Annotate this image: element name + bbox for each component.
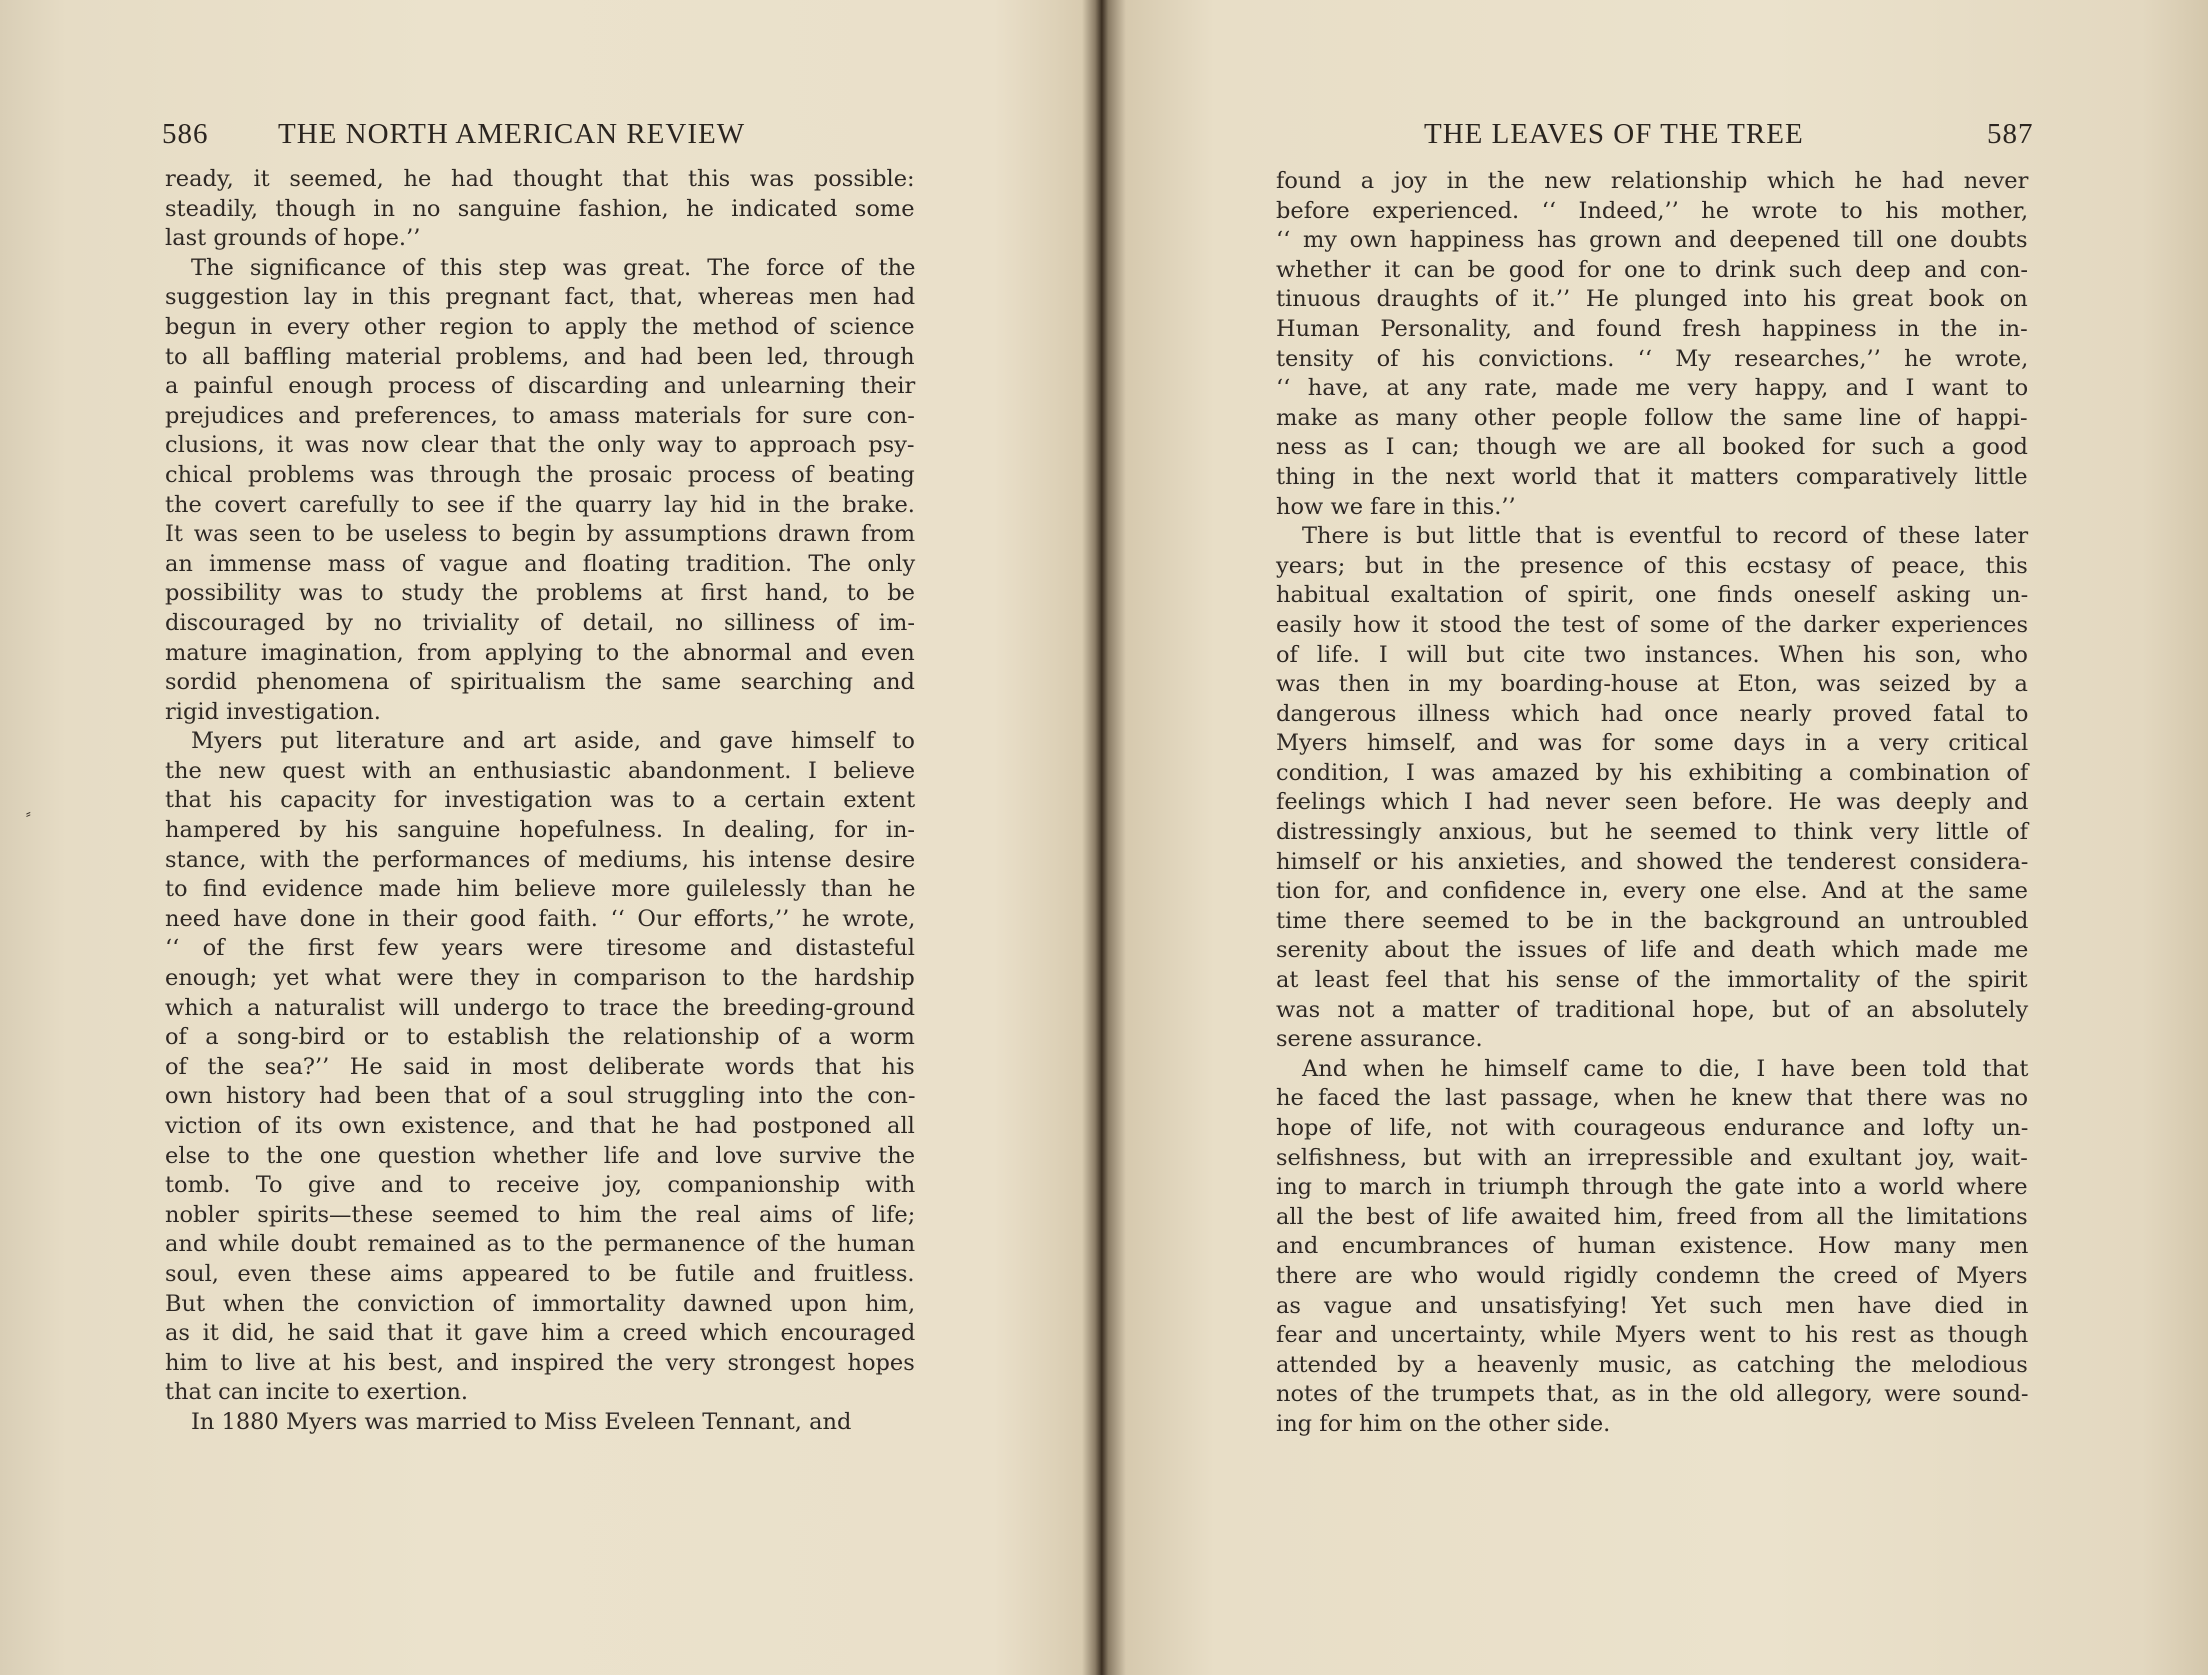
text-line: the covert carefully to see if the quarry lay hid in the brake. xyxy=(165,491,915,518)
text-line: himself or his anxieties, and showed the tenderest considera- xyxy=(1276,848,2029,875)
text-line: hampered by his sanguine hopefulness. In dealing, for in- xyxy=(165,817,916,844)
text-line: whether it can be good for one to drink such deep and con- xyxy=(1276,256,2029,283)
text-line: ‘‘ my own happiness has grown and deepened till one doubts xyxy=(1276,227,2028,254)
text-line: There is but little that is eventful to record of these later xyxy=(1302,523,2029,550)
text-line: ‘‘ of the first few years were tiresome and distasteful xyxy=(165,935,915,962)
margin-mark: ⸗ xyxy=(26,806,31,822)
text-line: he faced the last passage, when he knew that there was no xyxy=(1276,1085,2029,1112)
text-line: clusions, it was now clear that the only way to approach psy- xyxy=(165,432,915,459)
text-line: It was seen to be useless to begin by assumptions drawn from xyxy=(165,521,916,548)
text-line: a painful enough process of discarding and unlearning their xyxy=(165,373,916,400)
text-line: dangerous illness which had once nearly proved fatal to xyxy=(1276,700,2029,727)
text-line: suggestion lay in this pregnant fact, that, whereas men had xyxy=(165,284,916,311)
text-line: to find evidence made him believe more guilelessly than he xyxy=(165,876,916,903)
text-line: feelings which I had never seen before. He was deeply and xyxy=(1276,789,2029,816)
text-line: mature imagination, from applying to the abnormal and even xyxy=(165,639,915,666)
text-line: discouraged by no triviality of detail, no silliness of im- xyxy=(165,609,915,636)
text-line: found a joy in the new relationship which he had never xyxy=(1276,168,2029,194)
text-line: serene assurance. xyxy=(1276,1026,1483,1053)
text-line: tinuous draughts of it.’’ He plunged into his great book on xyxy=(1276,286,2028,313)
text-line: possibility was to study the problems at first hand, to be xyxy=(165,580,915,607)
text-line: that his capacity for investigation was to a certain extent xyxy=(165,787,916,814)
text-line: there are who would rigidly condemn the creed of Myers xyxy=(1276,1262,2028,1289)
text-line: as vague and unsatisfying! Yet such men have died in xyxy=(1276,1292,2029,1319)
text-line: Myers put literature and art aside, and gave himself to xyxy=(191,728,915,755)
text-line: distressingly anxious, but he seemed to think very little of xyxy=(1276,819,2029,846)
text-line: years; but in the presence of this ecstasy of peace, this xyxy=(1276,552,2028,579)
text-line: chical problems was through the prosaic process of beating xyxy=(165,461,915,488)
text-line: all the best of life awaited him, freed from all the limitations xyxy=(1276,1203,2028,1230)
text-line: ness as I can; though we are all booked for such a good xyxy=(1276,434,2028,461)
page-number: 586 xyxy=(162,118,209,150)
text-line: easily how it stood the test of some of the darker experiences xyxy=(1276,611,2029,638)
text-line: selfishness, but with an irrepressible and exultant joy, wait- xyxy=(1276,1144,2028,1171)
text-line: In 1880 Myers was married to Miss Eveleen Tennant, and xyxy=(191,1408,852,1435)
text-line: serenity about the issues of life and death which made me xyxy=(1276,937,2029,964)
text-line: and encumbrances of human existence. How many men xyxy=(1276,1233,2029,1260)
text-line: And when he himself came to die, I have been told that xyxy=(1302,1055,2029,1082)
text-line: need have done in their good faith. ‘‘ Our efforts,’’ he wrote, xyxy=(165,905,916,932)
text-line: at least feel that his sense of the immortality of the spirit xyxy=(1276,967,2028,994)
text-line: notes of the trumpets that, as in the old allegory, were sound- xyxy=(1276,1381,2029,1408)
page-number: 587 xyxy=(1987,118,2034,150)
text-line: Human Personality, and found fresh happiness in the in- xyxy=(1276,315,2028,342)
text-line: how we fare in this.’’ xyxy=(1276,493,1516,520)
text-line: begun in every other region to apply the method of science xyxy=(165,313,915,340)
body-text xyxy=(1276,167,2028,1440)
text-line: which a naturalist will undergo to trace the breeding-ground xyxy=(165,994,916,1021)
running-head: THE NORTH AMERICAN REVIEW xyxy=(278,118,746,150)
text-line: an immense mass of vague and floating tradition. The only xyxy=(165,550,916,577)
text-line: was then in my boarding-house at Eton, was seized by a xyxy=(1276,671,2028,698)
right-page xyxy=(1104,0,2208,1675)
left-page xyxy=(0,0,1100,1675)
text-line: Myers himself, and was for some days in a very critical xyxy=(1276,730,2029,757)
text-line: make as many other people follow the same line of happi- xyxy=(1276,404,2028,431)
text-line: The significance of this step was great. The force of the xyxy=(191,254,916,281)
text-line: ready, it seemed, he had thought that this was possible: xyxy=(165,166,915,192)
text-line: stance, with the performances of mediums, his intense desire xyxy=(165,846,916,873)
text-line: hope of life, not with courageous endurance and lofty un- xyxy=(1276,1115,2029,1141)
text-line: viction of its own existence, and that he had postponed all xyxy=(165,1113,915,1139)
text-line: own history had been that of a soul struggling into the con- xyxy=(165,1083,916,1110)
text-line: But when the conviction of immortality dawned upon him, xyxy=(165,1290,916,1317)
text-line: tomb. To give and to receive joy, companionship with xyxy=(165,1172,916,1199)
text-line: of a song-bird or to establish the relationship of a worm xyxy=(165,1024,915,1051)
text-line: sordid phenomena of spiritualism the same searching and xyxy=(165,669,915,696)
text-line: time there seemed to be in the background an untroubled xyxy=(1276,907,2029,934)
text-line: last grounds of hope.’’ xyxy=(165,225,421,252)
text-line: as it did, he said that it gave him a creed which encouraged xyxy=(165,1320,916,1347)
running-head: THE LEAVES OF THE TREE xyxy=(1424,118,1804,150)
text-line: to all baffling material problems, and had been led, through xyxy=(165,343,915,370)
text-line: condition, I was amazed by his exhibiting a combination of xyxy=(1276,759,2029,786)
text-line: that can incite to exertion. xyxy=(165,1379,469,1406)
text-line: ‘‘ have, at any rate, made me very happy, and I want to xyxy=(1276,375,2029,402)
text-line: of the sea?’’ He said in most deliberate words that his xyxy=(165,1053,915,1080)
text-line: before experienced. ‘‘ Indeed,’’ he wrote to his mother, xyxy=(1276,197,2029,224)
text-line: prejudices and preferences, to amass materials for sure con- xyxy=(165,402,915,429)
text-line: rigid investigation. xyxy=(165,698,381,725)
text-line: him to live at his best, and inspired the very strongest hopes xyxy=(165,1349,915,1376)
text-line: of life. I will but cite two instances. When his son, who xyxy=(1276,641,2028,668)
text-line: else to the one question whether life and love survive the xyxy=(165,1142,916,1169)
text-line: soul, even these aims appeared to be futile and fruitless. xyxy=(165,1260,915,1287)
text-line: attended by a heavenly music, as catching the melodious xyxy=(1276,1351,2028,1378)
text-line: ing to march in triumph through the gate into a world where xyxy=(1276,1174,2028,1201)
text-line: fear and uncertainty, while Myers went to his rest as though xyxy=(1276,1322,2029,1349)
text-line: tion for, and confidence in, every one else. And at the same xyxy=(1276,878,2028,905)
text-line: enough; yet what were they in comparison to the hardship xyxy=(165,965,915,992)
text-line: nobler spirits—these seemed to him the real aims of life; xyxy=(165,1201,916,1228)
text-line: steadily, though in no sanguine fashion, he indicated some xyxy=(165,195,915,222)
text-line: and while doubt remained as to the permanence of the human xyxy=(165,1231,916,1258)
text-line: was not a matter of traditional hope, but of an absolutely xyxy=(1276,996,2029,1023)
text-line: the new quest with an enthusiastic abandonment. I believe xyxy=(165,757,916,784)
text-line: habitual exaltation of spirit, one finds oneself asking un- xyxy=(1276,582,2029,609)
text-line: tensity of his convictions. ‘‘ My researches,’’ he wrote, xyxy=(1276,345,2029,372)
text-line: thing in the next world that it matters comparatively little xyxy=(1276,463,2028,490)
body-text xyxy=(165,165,915,1438)
text-line: ing for him on the other side. xyxy=(1276,1410,1611,1437)
